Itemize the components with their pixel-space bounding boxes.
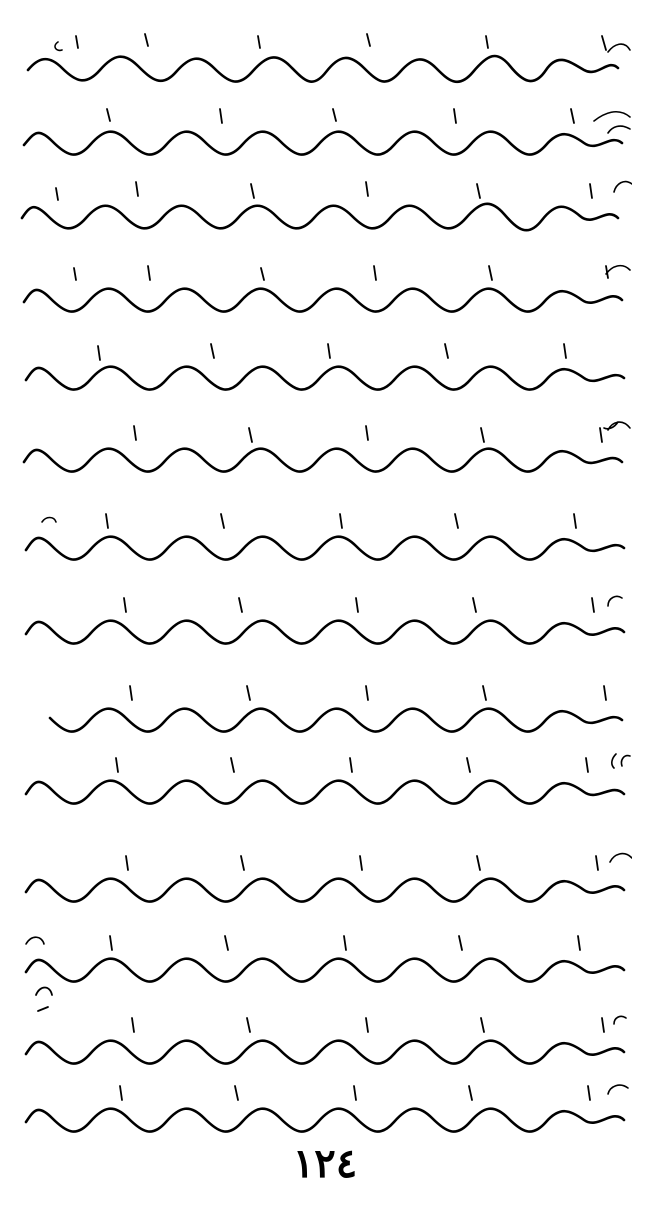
manuscript-line-11 xyxy=(18,848,632,920)
page-number: ١٢٤ xyxy=(292,1140,358,1187)
handwriting-strokes xyxy=(18,508,632,580)
manuscript-line-1 xyxy=(18,30,632,102)
handwriting-strokes xyxy=(18,418,632,490)
handwriting-strokes xyxy=(18,176,632,248)
handwriting-strokes xyxy=(18,338,632,410)
manuscript-line-8 xyxy=(18,590,632,662)
manuscript-line-7 xyxy=(18,508,632,580)
manuscript-line-3 xyxy=(18,176,632,248)
manuscript-line-10 xyxy=(18,750,632,822)
manuscript-line-9 xyxy=(18,680,632,752)
handwriting-strokes xyxy=(18,848,632,920)
manuscript-line-14 xyxy=(18,1010,632,1082)
handwriting-strokes xyxy=(18,680,632,752)
handwriting-strokes xyxy=(18,750,632,822)
manuscript-line-6 xyxy=(18,418,632,490)
manuscript-line-2 xyxy=(18,103,632,175)
handwriting-strokes xyxy=(18,260,632,332)
handwriting-strokes xyxy=(18,590,632,662)
handwriting-strokes xyxy=(18,1010,632,1082)
manuscript-line-4 xyxy=(18,260,632,332)
handwriting-strokes xyxy=(18,103,632,175)
manuscript-line-5 xyxy=(18,338,632,410)
handwriting-strokes xyxy=(18,30,632,102)
